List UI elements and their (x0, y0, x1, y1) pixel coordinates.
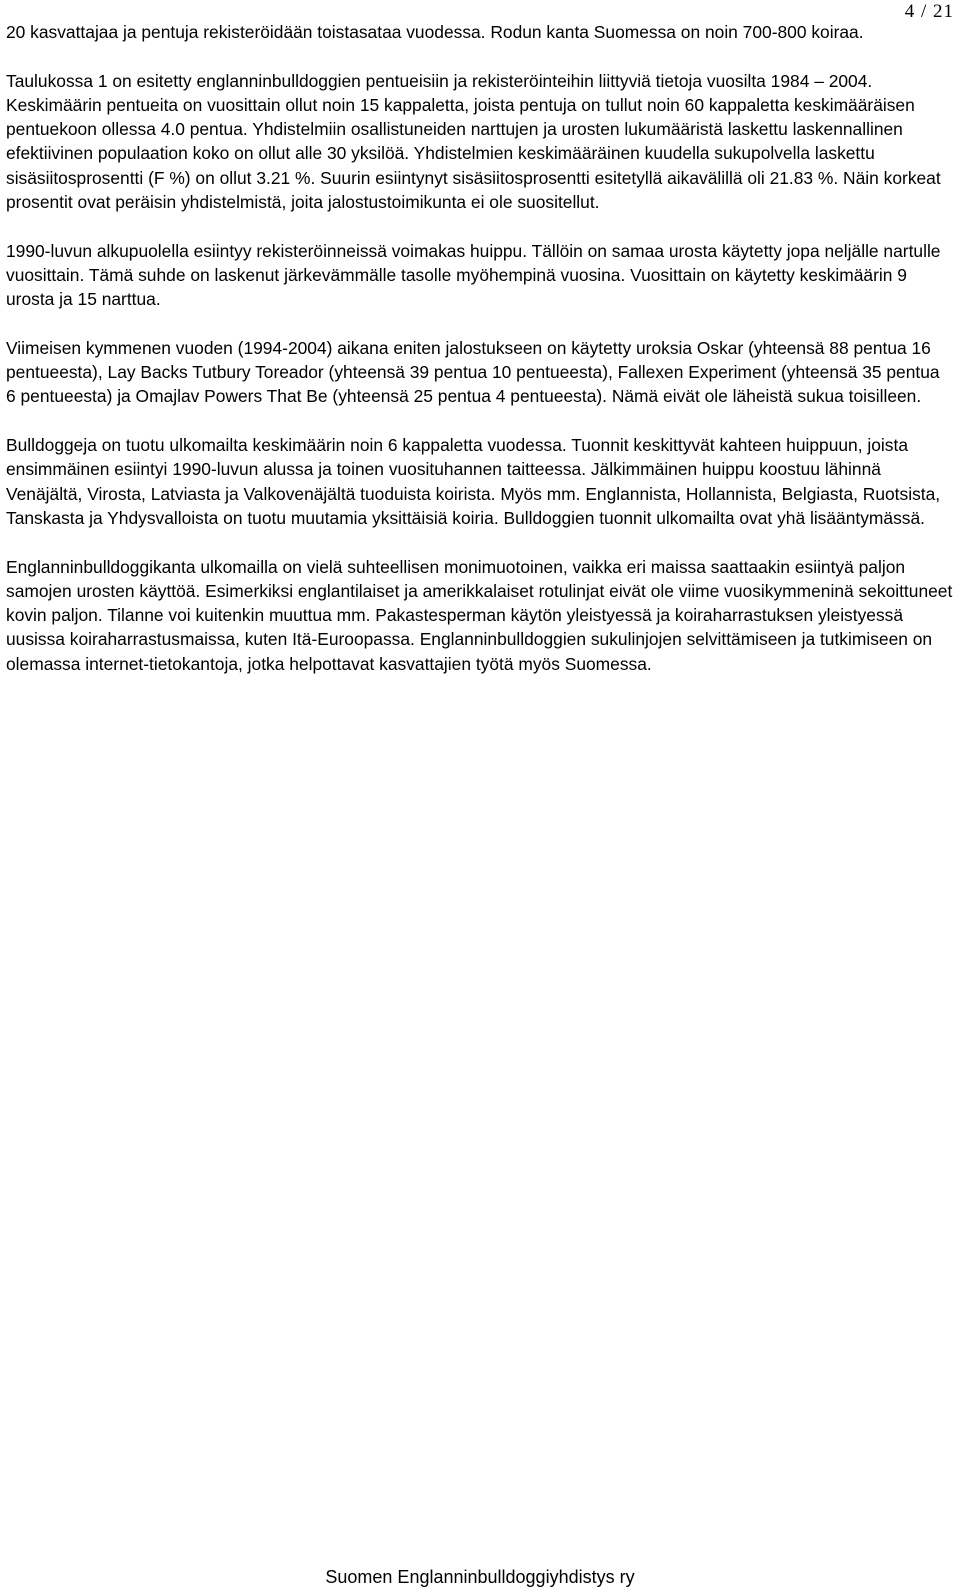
paragraph-registration-peak: 1990-luvun alkupuolella esiintyy rekisteröinneissä voimakas huippu. Tällöin on samaa urosta käytetty jopa neljälle nartulle vuosittain. Tämä suhde on laskenut järkevämmälle tasolle myöhempinä vuosina. Vuosittain on käytetty keskimäärin 9 urosta ja 15 narttua. (6, 240, 941, 310)
footer-organization: Suomen Englanninbulldoggiyhdistys ry (325, 1567, 635, 1587)
paragraph-population: 20 kasvattajaa ja pentuja rekisteröidään toistasataa vuodessa. Rodun kanta Suomessa on noin 700-800 koiraa. (6, 22, 864, 42)
page-number: 4 / 21 (904, 1, 954, 22)
paragraph-breeding-males: Viimeisen kymmenen vuoden (1994-2004) aikana eniten jalostukseen on käytetty uroksia Oskar (yhteensä 88 pentua 16 pentueesta), Lay Backs Tutbury Toreador (yhteensä 39 pentua 10 pentueesta), Fallexen Experiment (yhteensä 35 pentua 6 pentueesta) ja Omajlav Powers That Be (yhteensä 25 pentua 4 pentueesta). Nämä eivät ole läheistä sukua toisilleen. (6, 337, 940, 407)
paragraph-foreign-population: Englanninbulldoggikanta ulkomailla on vielä suhteellisen monimuotoinen, vaikka eri maissa saattaakin esiintyä paljon samojen urosten käyttöä. Esimerkiksi englantilaiset ja amerikkalaiset rotulinjat eivät ole viime vuosikymmeninä sekoittuneet kovin paljon. Tilanne voi kuitenkin muuttua mm. Pakastesperman käytön yleistyessä ja koiraharrastuksen yleistyessä uusissa koiraharrastusmaissa, kuten Itä-Euroopassa. Englanninbulldoggien sukulinjojen selvittämiseen ja tutkimiseen on olemassa internet-tietokantoja, jotka helpottavat kasvattajien työtä myös Suomessa. (6, 556, 953, 674)
paragraph-litter-statistics: Taulukossa 1 on esitetty englanninbulldoggien pentueisiin ja rekisteröinteihin liittyviä tietoja vuosilta 1984 – 2004. Keskimäärin pentueita on vuosittain ollut noin 15 kappaletta, joista pentuja on tullut noin 60 kappaletta keskimääräisen pentuekoon ollessa 4.0 pentua. Yhdistelmiin osallistuneiden narttujen ja urosten lukumääristä laskettu laskennallinen efektiivinen populaation koko on ollut alle 30 yksilöä. Yhdistelmien keskimääräinen kuudella sukupolvella laskettu sisäsiitosprosentti (F %) on ollut 3.21 %. Suurin esiintynyt sisäsiitosprosentti esitetyllä aikavälillä oli 21.83 %. Näin korkeat prosentit ovat peräisin yhdistelmistä, joita jalostustoimikunta ei ole suositellut. (6, 70, 941, 213)
paragraph-imports: Bulldoggeja on tuotu ulkomailta keskimäärin noin 6 kappaletta vuodessa. Tuonnit keskittyvät kahteen huippuun, joista ensimmäinen esiintyi 1990-luvun alussa ja toinen vuosituhannen taitteessa. Jälkimmäinen huippu koostuu lähinnä Venäjältä, Virosta, Latviasta ja Valkovenäjältä tuoduista koirista. Myös mm. Englannista, Hollannista, Belgiasta, Ruotsista, Tanskasta ja Yhdysvalloista on tuotu muutamia yksittäisiä koiria. Bulldoggien tuonnit ulkomailta ovat yhä lisääntymässä. (6, 435, 941, 528)
document-body (6, 20, 954, 700)
